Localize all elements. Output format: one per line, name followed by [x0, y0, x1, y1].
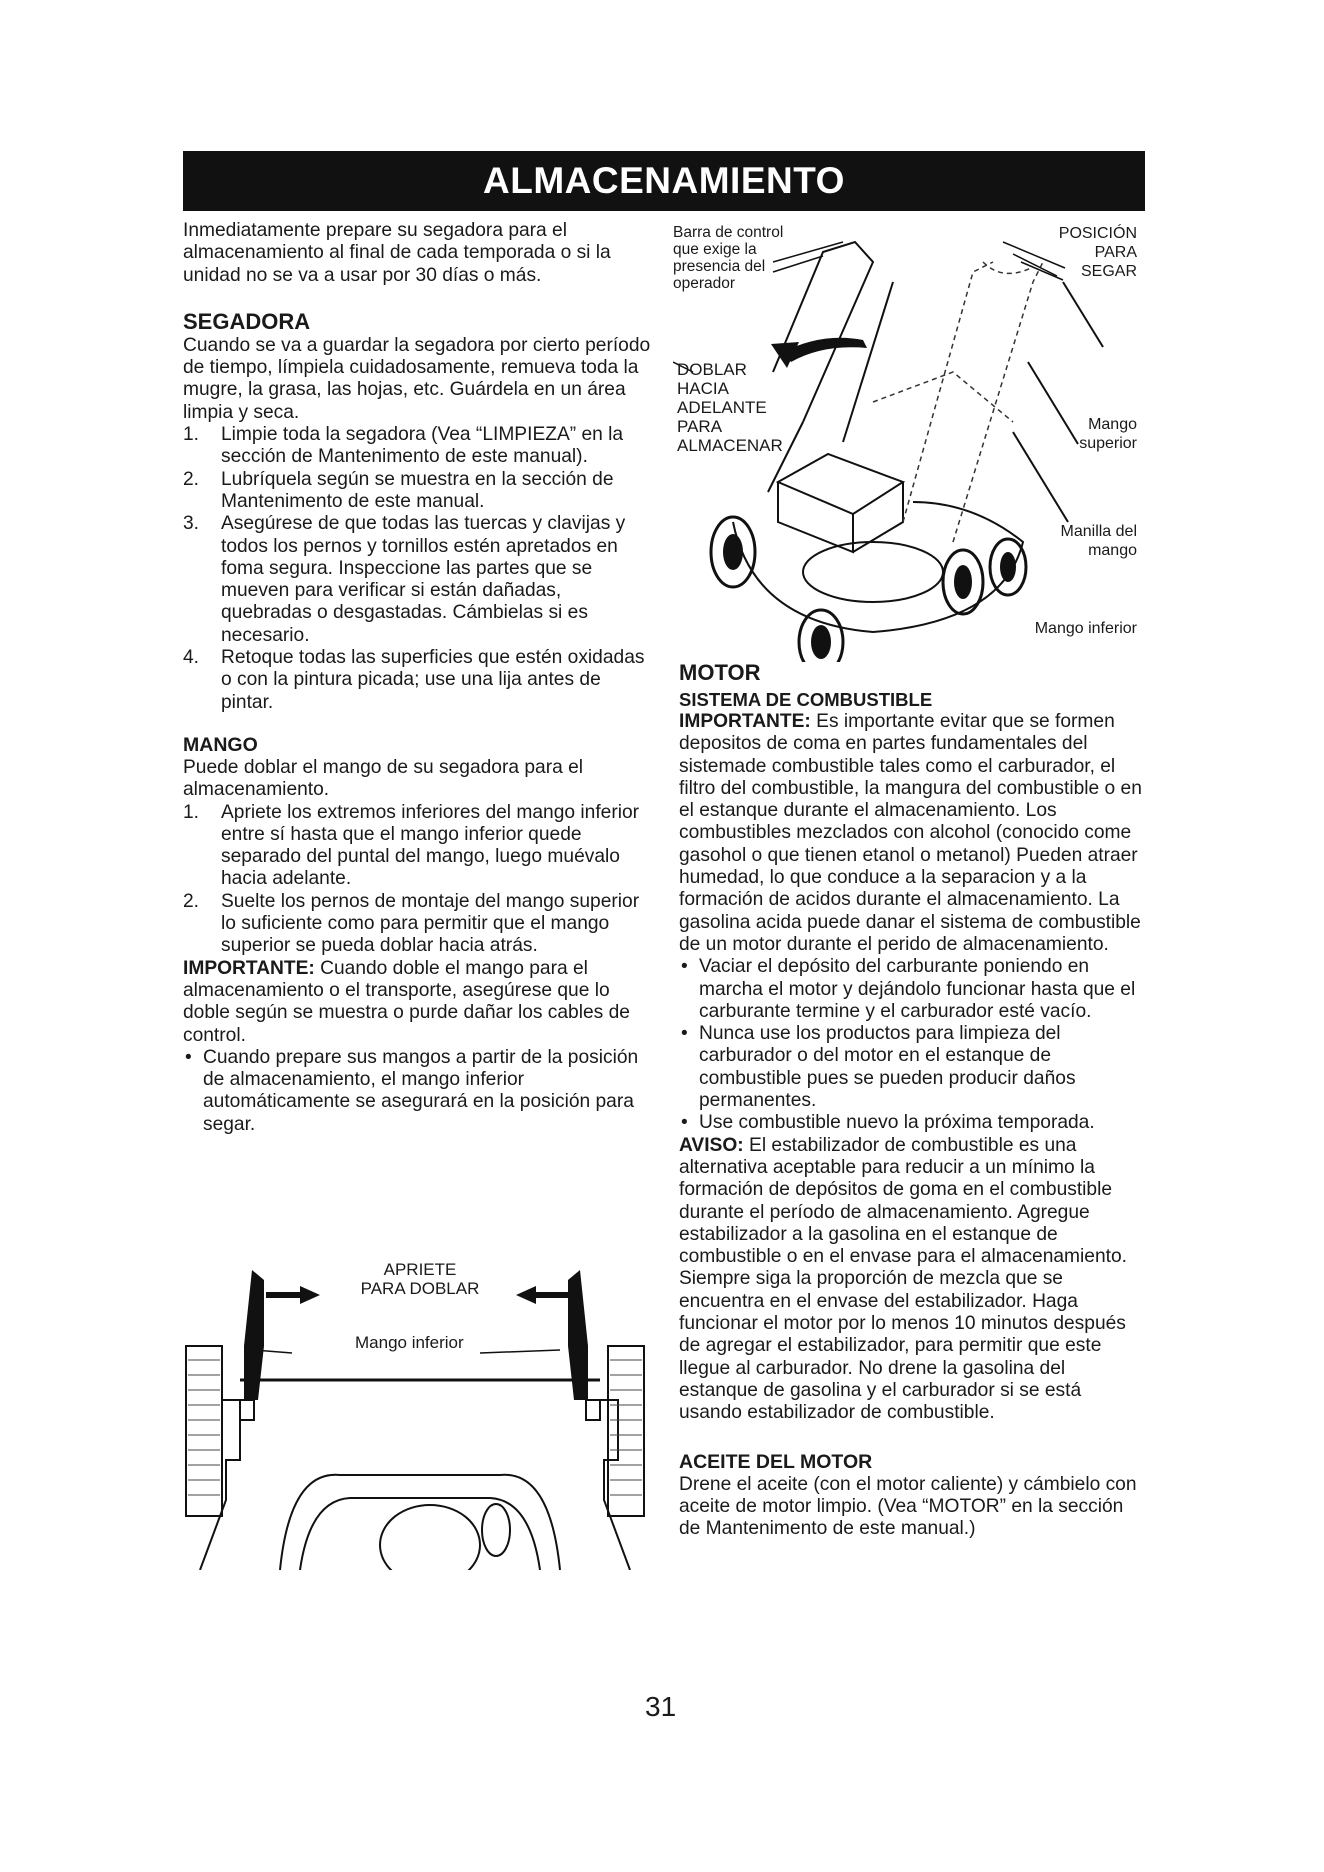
list-item	[183, 513, 653, 647]
list-text: Suelte los pernos de montaje del mango superior lo suficiente como para permitir que el mango superior se pueda doblar hacia atrás.	[221, 890, 640, 957]
list-number: 1.	[183, 801, 200, 823]
apriete-text: APRIETE	[383, 1260, 457, 1279]
label-line: operador	[673, 275, 736, 292]
label-line: SEGAR	[1080, 263, 1137, 280]
bullet-icon: •	[681, 1112, 688, 1134]
aviso-text: El estabilizador de combustible es una alternativa aceptable para reducir a un mínimo la formación de depósitos de goma en el combustible durante el período de almacenamiento. Agregue estabilizador a la gasolina en el estanque de combustible o en el envase para el almacenamiento. Siempre siga la proporción de mezcla que se encuentra en el envase del estabilizador. Haga funcionar el motor por lo menos 10 minutos después de agregar el estabilizador, para permitir que este llegue al carburador. No drene la gasolina del estanque de gasolina y el carburador si se está usando estabilizador de combustible.	[679, 1134, 1127, 1424]
list-item	[183, 891, 653, 958]
page-number: 31	[645, 1691, 677, 1722]
list-text: Vaciar el depósito del carburante poniendo en marcha el motor y dejándolo funcionar hasta que el carburante termine y el carburador esté vacío.	[699, 956, 1136, 1022]
importante-label: IMPORTANTE:	[183, 957, 315, 979]
segadora-paragraph: Cuando se va a guardar la segadora por cierto período de tiempo, límpiela cuidadosamente, remueva toda la mugre, la grasa, las hojas, etc. Guárdela en un área limpia y seca.	[183, 334, 651, 423]
list-item	[183, 424, 653, 469]
right-wheel	[608, 1346, 644, 1516]
motor-heading: MOTOR	[679, 660, 761, 685]
bullet-icon: •	[681, 1023, 688, 1045]
importante-label: IMPORTANTE:	[679, 711, 811, 732]
label-line: POSICIÓN	[1058, 225, 1137, 242]
list-item	[679, 1112, 1149, 1134]
section-banner: ALMACENAMIENTO	[183, 151, 1145, 211]
mango-paragraph: Puede doblar el mango de su segadora para el almacenamiento.	[183, 756, 584, 801]
handle-fold-illustration	[180, 1250, 660, 1570]
mango-list	[183, 802, 653, 958]
sistema-heading: SISTEMA DE COMBUSTIBLE	[679, 689, 933, 710]
list-item	[183, 802, 653, 891]
list-number: 1.	[183, 424, 200, 446]
doblar-label	[677, 360, 783, 455]
list-number: 4.	[183, 647, 200, 669]
label-line: DOBLAR	[677, 360, 747, 379]
label-line: Barra de control	[673, 224, 784, 241]
intro-paragraph: Inmediatamente prepare su segadora para el almacenamiento al final de cada temporada o si la unidad no se va a usar por 30 días o más.	[183, 220, 611, 286]
combustible-bullets	[679, 956, 1149, 1134]
label-line: HACIA	[677, 379, 729, 398]
list-text: Retoque todas las superficies que estén oxidadas o con la pintura picada; use una lija antes de pintar.	[221, 647, 645, 713]
list-text: Nunca use los productos para limpieza del carburador o del motor en el estanque de combustible pues se pueden producir daños permanentes.	[699, 1023, 1076, 1112]
left-wheel	[186, 1346, 222, 1516]
para-doblar-text: PARA DOBLAR	[360, 1279, 480, 1298]
list-text: Apriete los extremos inferiores del mango inferior entre sí hasta que el mango inferior quede separado del puntal del mango, luego muévalo hacia adelante.	[221, 801, 640, 890]
mango-bullets	[183, 1047, 653, 1136]
mango-heading: MANGO	[183, 733, 258, 756]
aceite-heading: ACEITE DEL MOTOR	[679, 1450, 873, 1473]
importante-text: Cuando doble el mango para el almacenamiento o el transporte, asegúrese que lo doble según se muestra o purde dañar los cables de control.	[183, 957, 630, 1046]
bullet-icon: •	[185, 1046, 192, 1068]
segadora-heading: SEGADORA	[183, 308, 311, 334]
barra-control-label	[673, 224, 783, 292]
segadora-list	[183, 424, 653, 714]
label-line: que exige la	[673, 241, 757, 258]
list-number: 3.	[183, 513, 200, 535]
mango-inferior-label: Mango inferior	[355, 1333, 464, 1352]
label-line: Manilla del	[1060, 523, 1137, 540]
list-text: Asegúrese de que todas las tuercas y clavijas y todos los pernos y tornillos estén apretados en foma segura. Inspeccione las partes que se mueven para verificar si están dañadas, quebradas o desgastadas. Cámbielas si es necesario.	[221, 513, 626, 646]
left-column	[183, 220, 653, 1136]
label-line: presencia del	[673, 258, 766, 275]
mango-superior-label	[1053, 415, 1137, 453]
label-line: mango	[1088, 542, 1137, 559]
label-line: Mango	[1088, 416, 1137, 433]
posicion-segar-label	[1013, 224, 1137, 281]
list-item	[679, 1023, 1149, 1112]
list-item	[183, 469, 653, 514]
right-column	[679, 660, 1149, 1540]
list-text: Use combustible nuevo la próxima temporada.	[699, 1112, 1095, 1134]
aviso-paragraph	[679, 1135, 1149, 1425]
list-text: Cuando prepare sus mangos a partir de la posición de almacenamiento, el mango inferior automáticamente se asegurará en la posición para segar.	[203, 1046, 639, 1135]
fold-arrow	[783, 338, 867, 362]
list-number: 2.	[183, 468, 200, 490]
label-line: ADELANTE	[677, 398, 767, 417]
list-item	[183, 1047, 653, 1136]
list-number: 2.	[183, 890, 200, 912]
bullet-icon: •	[681, 956, 688, 978]
mower-storage-figure	[673, 222, 1153, 662]
manilla-mango-label	[1033, 522, 1137, 560]
importante-paragraph	[183, 958, 653, 1047]
mango-inferior-label: Mango inferior	[1034, 620, 1137, 637]
label-line: superior	[1079, 435, 1137, 452]
list-item	[679, 956, 1149, 1023]
label-line: ALMACENAR	[677, 436, 783, 455]
label-line: PARA	[1094, 244, 1137, 261]
apriete-label	[330, 1260, 510, 1298]
importante-paragraph	[679, 711, 1149, 956]
label-line: PARA	[677, 417, 723, 436]
list-text: Limpie toda la segadora (Vea “LIMPIEZA” en la sección de Mantenimento de este manual).	[221, 424, 624, 468]
importante-text: Es importante evitar que se formen depositos de coma en partes fundamentales del sistemade combustible tales como el carburador, el filtro del combustible, la mangura del combustible o en el estanque durante el almacenamiento. Los combustibles mezclados con alcohol (conocido come gasohol o que tienen etanol o metanol) Pueden atraer humedad, lo que conduce a la separacion y a la formación de acidos durante el almacenamiento. La gasolina acida puede danar el sistema de combustible de un motor durante el perido de almacenamiento.	[679, 711, 1142, 955]
aceite-paragraph: Drene el aceite (con el motor caliente) y cámbielo con aceite de motor limpio. (Vea “MOTOR” en la sección de Mantenimento de este manual.)	[679, 1473, 1137, 1540]
list-text: Lubríquela según se muestra en la sección de Mantenimento de este manual.	[221, 468, 614, 512]
aviso-label: AVISO:	[679, 1134, 744, 1156]
handle-fold-figure	[180, 1250, 660, 1570]
list-item	[183, 647, 653, 714]
